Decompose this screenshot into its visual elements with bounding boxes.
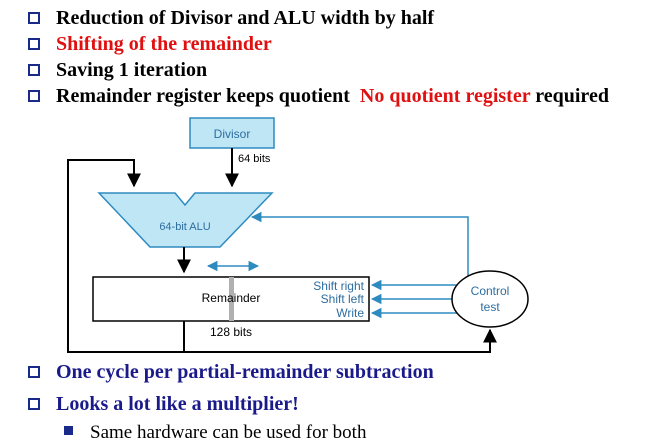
alu-label: 64-bit ALU <box>159 221 211 233</box>
sub-bullet-same-hardware: Same hardware can be used for both <box>90 422 367 443</box>
alu-shape <box>99 193 272 247</box>
control-to-alu-line <box>252 217 468 277</box>
bullet-one-cycle: One cycle per partial-remainder subtraction <box>56 361 434 383</box>
signal-shift-right: Shift right <box>313 279 364 293</box>
bullet-shifting: Shifting of the remainder <box>56 33 272 55</box>
bullet-saving: Saving 1 iteration <box>56 59 208 81</box>
bullet-marker <box>28 398 40 410</box>
signal-shift-left: Shift left <box>320 292 364 306</box>
bullet-required: required <box>535 85 609 107</box>
divisor-width-label: 64 bits <box>238 153 271 165</box>
control-test-oval <box>452 271 528 327</box>
bullet-reduction: Reduction of Divisor and ALU width by half <box>56 7 435 29</box>
signal-write: Write <box>336 306 364 320</box>
divisor-label: Divisor <box>213 127 251 141</box>
control-label: Control <box>470 284 510 298</box>
bullet-marker <box>28 366 40 378</box>
bullet-remainder-main: Remainder register keeps quotient <box>56 85 350 107</box>
remainder-width-label: 128 bits <box>210 325 253 339</box>
bullet-no-quotient: No quotient register <box>359 85 531 107</box>
remainder-label: Remainder <box>201 291 261 305</box>
remainder-feedback-loop <box>68 160 184 352</box>
sub-bullet-marker <box>64 426 73 435</box>
test-label: test <box>480 300 500 314</box>
bullet-looks-like-multiplier: Looks a lot like a multiplier! <box>56 393 299 415</box>
